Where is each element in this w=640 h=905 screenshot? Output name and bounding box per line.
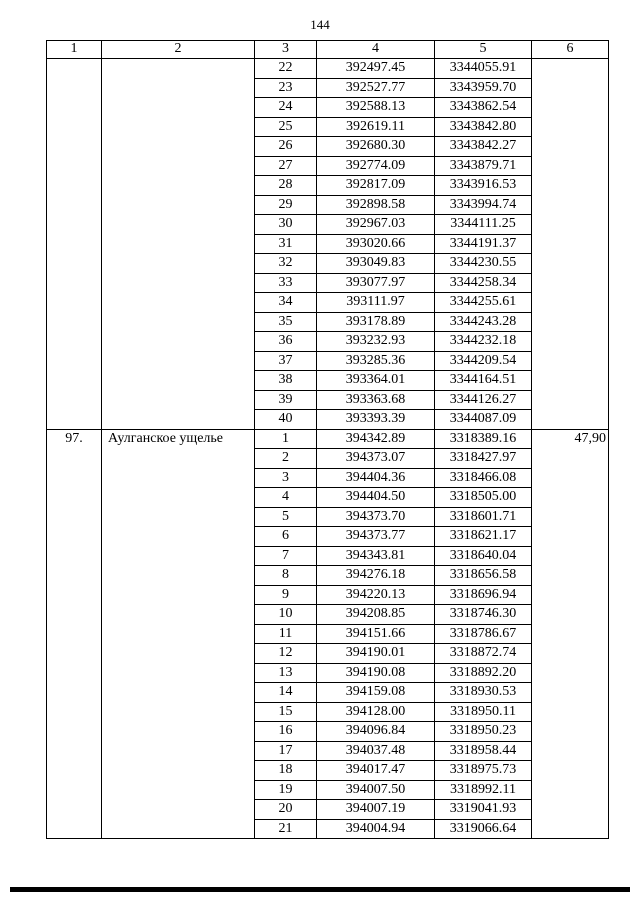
coord-y: 3319066.64 bbox=[435, 819, 532, 839]
coord-x: 393178.89 bbox=[317, 312, 435, 332]
bottom-rule bbox=[10, 887, 630, 892]
coord-y: 3343959.70 bbox=[435, 78, 532, 98]
header-col-3: 3 bbox=[255, 41, 317, 59]
coord-x: 394037.48 bbox=[317, 741, 435, 761]
point-number: 31 bbox=[255, 234, 317, 254]
point-number: 37 bbox=[255, 351, 317, 371]
coord-x: 394208.85 bbox=[317, 605, 435, 625]
point-number: 3 bbox=[255, 468, 317, 488]
point-number: 21 bbox=[255, 819, 317, 839]
coord-y: 3318640.04 bbox=[435, 546, 532, 566]
point-number: 40 bbox=[255, 410, 317, 430]
point-number: 20 bbox=[255, 800, 317, 820]
coord-x: 394151.66 bbox=[317, 624, 435, 644]
point-number: 11 bbox=[255, 624, 317, 644]
coord-y: 3318505.00 bbox=[435, 488, 532, 508]
point-number: 9 bbox=[255, 585, 317, 605]
point-number: 33 bbox=[255, 273, 317, 293]
coord-y: 3318696.94 bbox=[435, 585, 532, 605]
object-number: 97. bbox=[47, 429, 102, 839]
coord-y: 3318389.16 bbox=[435, 429, 532, 449]
point-number: 5 bbox=[255, 507, 317, 527]
coord-x: 394004.94 bbox=[317, 819, 435, 839]
point-number: 24 bbox=[255, 98, 317, 118]
header-col-1: 1 bbox=[47, 41, 102, 59]
header-col-2: 2 bbox=[102, 41, 255, 59]
coord-y: 3343842.27 bbox=[435, 137, 532, 157]
header-col-5: 5 bbox=[435, 41, 532, 59]
point-number: 18 bbox=[255, 761, 317, 781]
coord-x: 393393.39 bbox=[317, 410, 435, 430]
coord-y: 3343916.53 bbox=[435, 176, 532, 196]
coord-y: 3318892.20 bbox=[435, 663, 532, 683]
header-col-6: 6 bbox=[532, 41, 609, 59]
coord-x: 392619.11 bbox=[317, 117, 435, 137]
coord-y: 3344111.25 bbox=[435, 215, 532, 235]
coord-x: 392774.09 bbox=[317, 156, 435, 176]
coord-x: 393363.68 bbox=[317, 390, 435, 410]
coordinates-table bbox=[46, 40, 609, 839]
coord-x: 394096.84 bbox=[317, 722, 435, 742]
coord-x: 394017.47 bbox=[317, 761, 435, 781]
coord-y: 3343879.71 bbox=[435, 156, 532, 176]
point-number: 26 bbox=[255, 137, 317, 157]
coord-y: 3343842.80 bbox=[435, 117, 532, 137]
coord-x: 394342.89 bbox=[317, 429, 435, 449]
coord-x: 392497.45 bbox=[317, 59, 435, 79]
coord-y: 3318950.23 bbox=[435, 722, 532, 742]
point-number: 27 bbox=[255, 156, 317, 176]
header-row bbox=[47, 41, 609, 59]
coord-x: 393020.66 bbox=[317, 234, 435, 254]
point-number: 35 bbox=[255, 312, 317, 332]
coord-x: 394220.13 bbox=[317, 585, 435, 605]
coord-y: 3318786.67 bbox=[435, 624, 532, 644]
coord-y: 3318656.58 bbox=[435, 566, 532, 586]
object-number bbox=[47, 59, 102, 430]
coord-x: 394404.36 bbox=[317, 468, 435, 488]
coord-x: 393077.97 bbox=[317, 273, 435, 293]
point-number: 17 bbox=[255, 741, 317, 761]
coord-x: 393285.36 bbox=[317, 351, 435, 371]
point-number: 19 bbox=[255, 780, 317, 800]
coord-y: 3318950.11 bbox=[435, 702, 532, 722]
object-name: Аулганское ущелье bbox=[102, 429, 255, 839]
coord-x: 394190.08 bbox=[317, 663, 435, 683]
coord-x: 394190.01 bbox=[317, 644, 435, 664]
point-number: 7 bbox=[255, 546, 317, 566]
coord-x: 392680.30 bbox=[317, 137, 435, 157]
point-number: 1 bbox=[255, 429, 317, 449]
coord-x: 394373.07 bbox=[317, 449, 435, 469]
coord-y: 3344209.54 bbox=[435, 351, 532, 371]
point-number: 38 bbox=[255, 371, 317, 391]
point-number: 6 bbox=[255, 527, 317, 547]
coord-y: 3344258.34 bbox=[435, 273, 532, 293]
coord-y: 3344232.18 bbox=[435, 332, 532, 352]
point-number: 2 bbox=[255, 449, 317, 469]
coord-x: 394007.50 bbox=[317, 780, 435, 800]
coord-y: 3344055.91 bbox=[435, 59, 532, 79]
coord-y: 3344191.37 bbox=[435, 234, 532, 254]
coord-y: 3344255.61 bbox=[435, 293, 532, 313]
point-number: 32 bbox=[255, 254, 317, 274]
coord-y: 3318975.73 bbox=[435, 761, 532, 781]
coord-x: 392527.77 bbox=[317, 78, 435, 98]
coord-y: 3318872.74 bbox=[435, 644, 532, 664]
coord-y: 3343862.54 bbox=[435, 98, 532, 118]
coord-y: 3318427.97 bbox=[435, 449, 532, 469]
point-number: 39 bbox=[255, 390, 317, 410]
object-area: 47,90 bbox=[532, 429, 609, 839]
table-row bbox=[47, 429, 609, 449]
coord-x: 393232.93 bbox=[317, 332, 435, 352]
coord-y: 3319041.93 bbox=[435, 800, 532, 820]
point-number: 14 bbox=[255, 683, 317, 703]
point-number: 23 bbox=[255, 78, 317, 98]
point-number: 28 bbox=[255, 176, 317, 196]
object-name bbox=[102, 59, 255, 430]
page-number: 144 bbox=[310, 17, 330, 32]
coord-x: 394373.70 bbox=[317, 507, 435, 527]
coord-y: 3318601.71 bbox=[435, 507, 532, 527]
coord-y: 3343994.74 bbox=[435, 195, 532, 215]
coord-y: 3344087.09 bbox=[435, 410, 532, 430]
coord-x: 394007.19 bbox=[317, 800, 435, 820]
point-number: 22 bbox=[255, 59, 317, 79]
point-number: 16 bbox=[255, 722, 317, 742]
coord-x: 393364.01 bbox=[317, 371, 435, 391]
coord-y: 3318466.08 bbox=[435, 468, 532, 488]
coord-x: 393049.83 bbox=[317, 254, 435, 274]
coord-x: 392817.09 bbox=[317, 176, 435, 196]
coord-y: 3318621.17 bbox=[435, 527, 532, 547]
coord-x: 394276.18 bbox=[317, 566, 435, 586]
point-number: 36 bbox=[255, 332, 317, 352]
point-number: 12 bbox=[255, 644, 317, 664]
point-number: 30 bbox=[255, 215, 317, 235]
coord-x: 392588.13 bbox=[317, 98, 435, 118]
coord-y: 3344126.27 bbox=[435, 390, 532, 410]
coord-x: 394404.50 bbox=[317, 488, 435, 508]
coord-y: 3344164.51 bbox=[435, 371, 532, 391]
coord-y: 3318992.11 bbox=[435, 780, 532, 800]
point-number: 29 bbox=[255, 195, 317, 215]
coord-x: 394373.77 bbox=[317, 527, 435, 547]
point-number: 15 bbox=[255, 702, 317, 722]
point-number: 4 bbox=[255, 488, 317, 508]
point-number: 13 bbox=[255, 663, 317, 683]
coord-x: 393111.97 bbox=[317, 293, 435, 313]
point-number: 34 bbox=[255, 293, 317, 313]
coord-y: 3318958.44 bbox=[435, 741, 532, 761]
point-number: 10 bbox=[255, 605, 317, 625]
coord-x: 394128.00 bbox=[317, 702, 435, 722]
table-row bbox=[47, 59, 609, 79]
coord-x: 392898.58 bbox=[317, 195, 435, 215]
object-area bbox=[532, 59, 609, 430]
coord-y: 3318930.53 bbox=[435, 683, 532, 703]
coord-x: 394159.08 bbox=[317, 683, 435, 703]
point-number: 25 bbox=[255, 117, 317, 137]
coordinates-table-body bbox=[47, 41, 609, 839]
coord-y: 3344230.55 bbox=[435, 254, 532, 274]
coord-x: 394343.81 bbox=[317, 546, 435, 566]
point-number: 8 bbox=[255, 566, 317, 586]
coord-y: 3318746.30 bbox=[435, 605, 532, 625]
header-col-4: 4 bbox=[317, 41, 435, 59]
coord-x: 392967.03 bbox=[317, 215, 435, 235]
coord-y: 3344243.28 bbox=[435, 312, 532, 332]
